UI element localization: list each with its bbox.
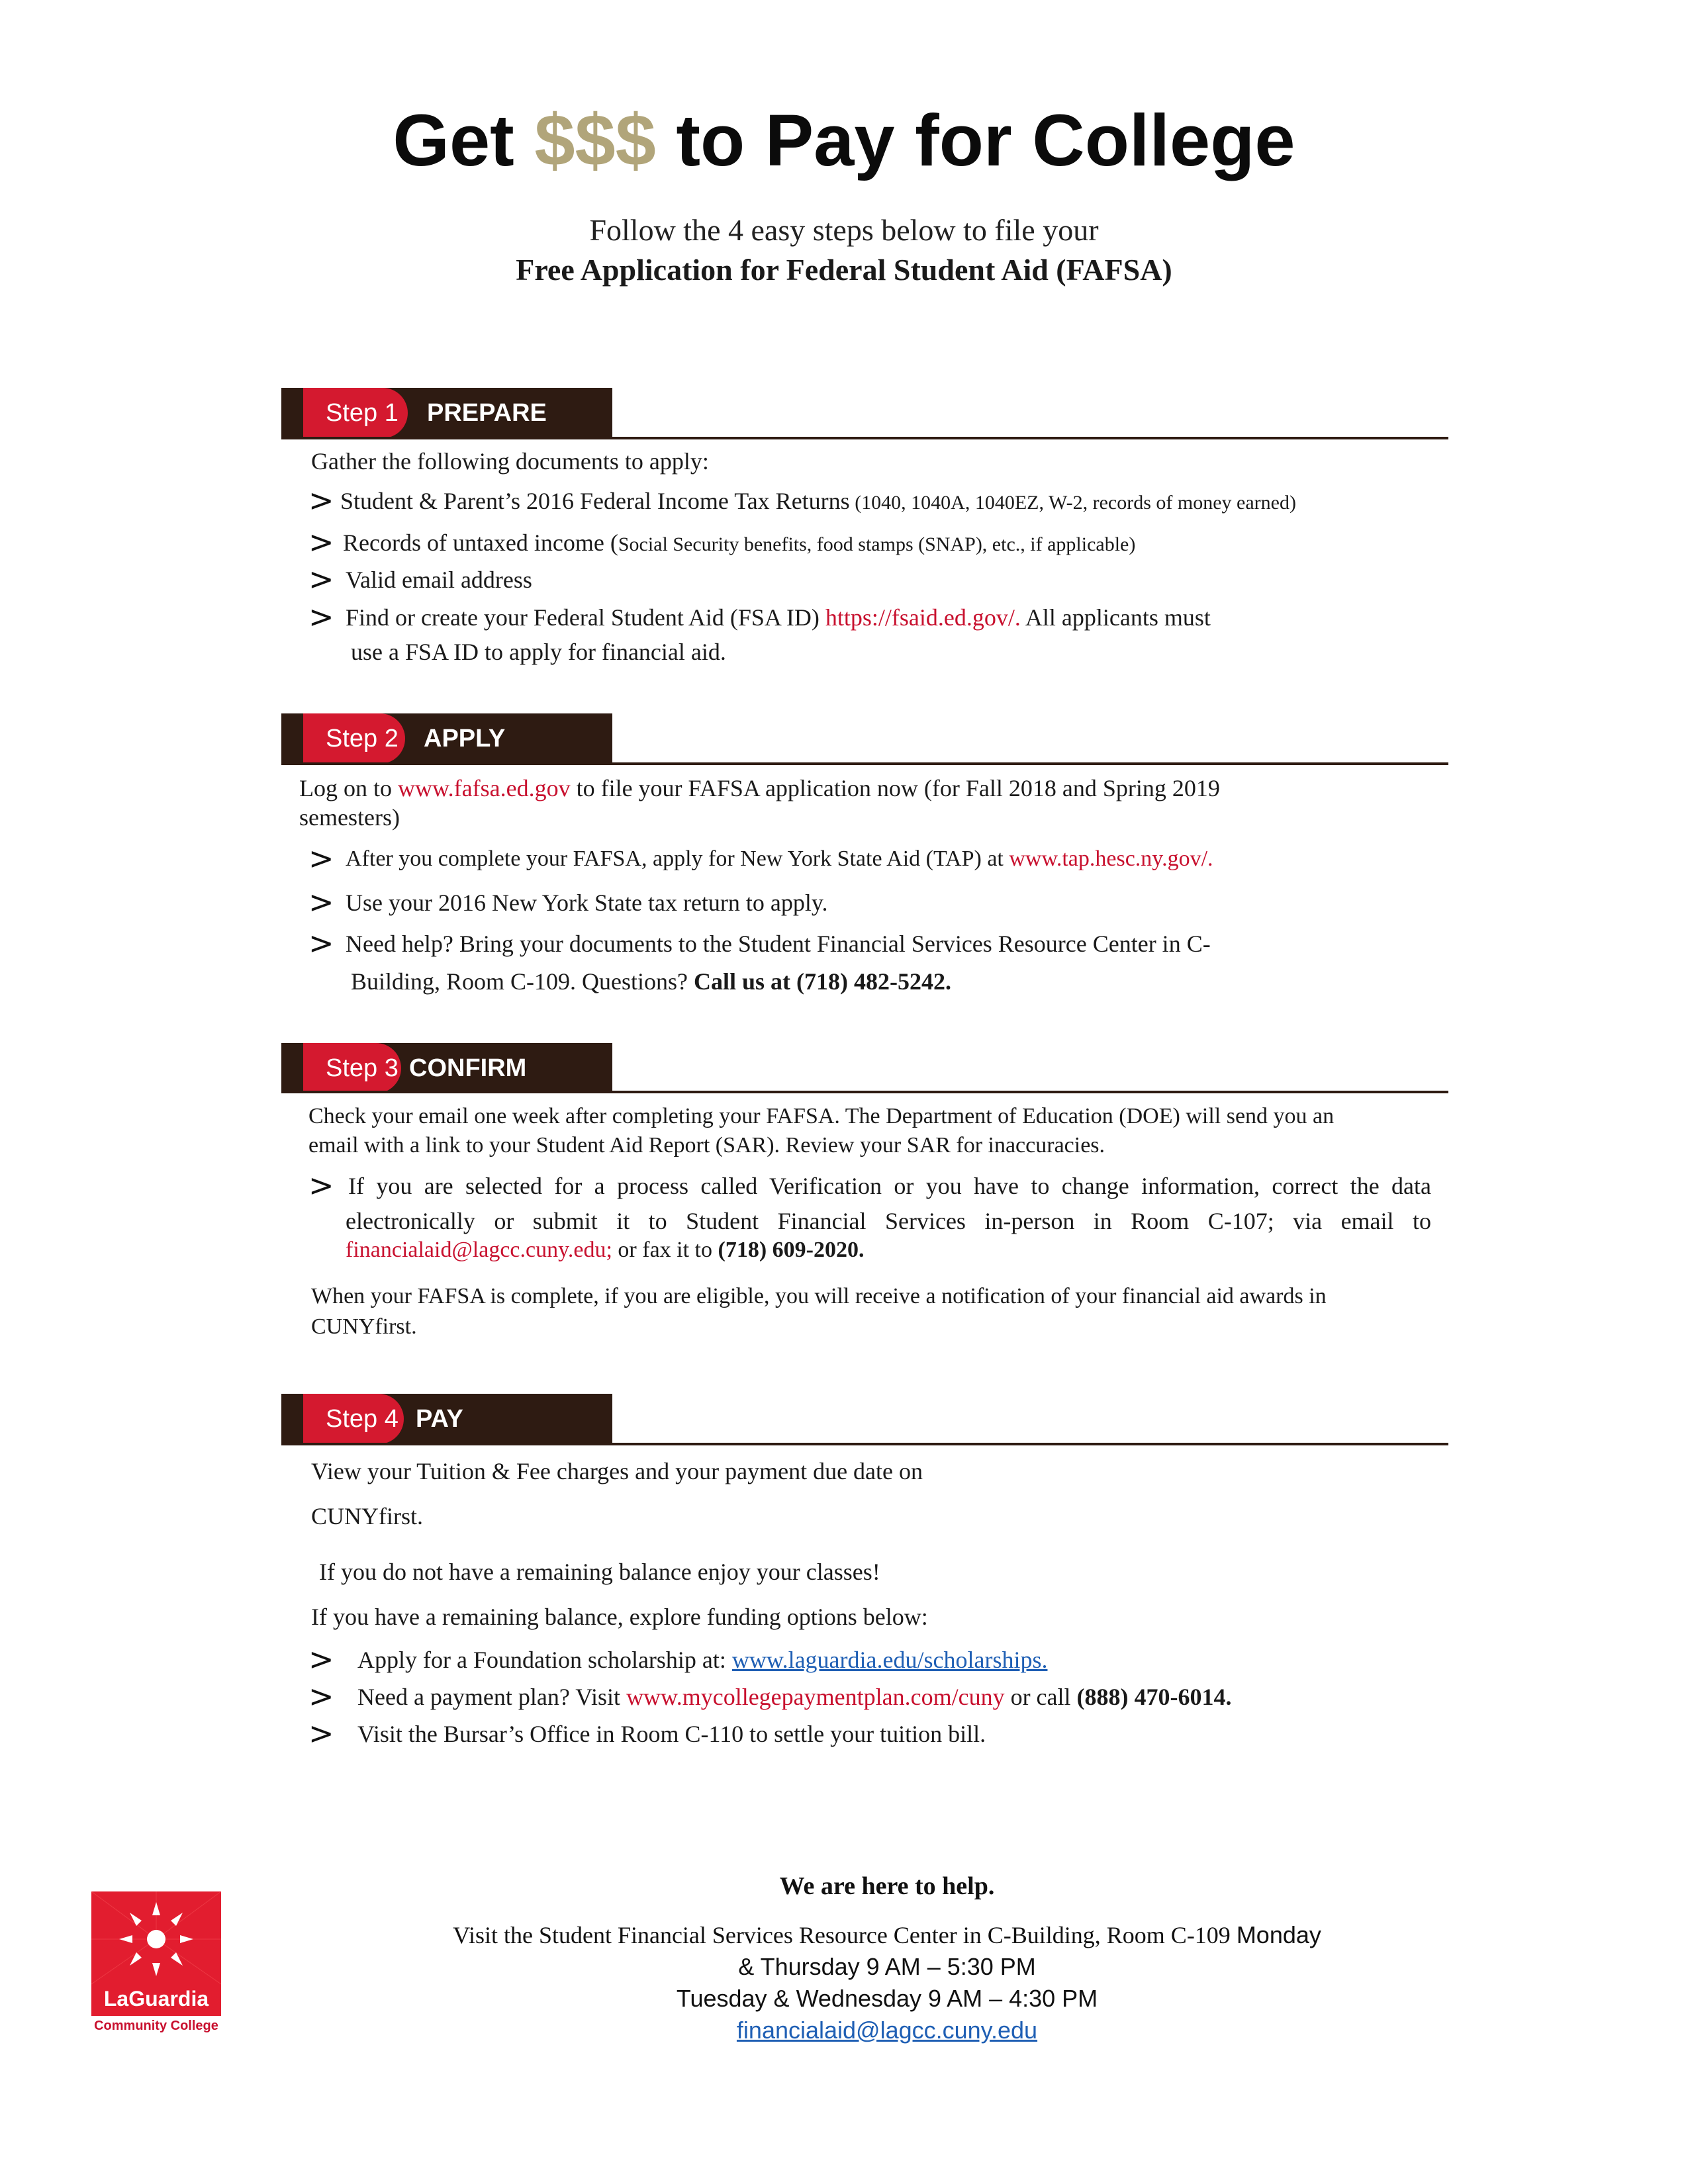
step1-bullet4-line2: use a FSA ID to apply for financial aid. [351,639,726,665]
step4-line3: If you do not have a remaining balance enjoy your classes! [319,1559,880,1585]
chevron-right-icon: > [308,841,334,876]
step4-bullet1-text: Apply for a Foundation scholarship at: [357,1647,732,1673]
step2-title: APPLY [424,725,506,752]
step2-bullet1-text: After you complete your FAFSA, apply for New York State Aid (TAP) at [346,846,1009,871]
step3-rule [281,1091,1448,1093]
fafsa-link[interactable]: www.fafsa.ed.gov [398,775,571,801]
step1-bullet2-note: Social Security benefits, food stamps (SNAP), etc., if applicable) [618,533,1136,555]
chevron-right-icon: > [308,1641,334,1677]
step4-line1: View your Tuition & Fee charges and your payment due date on [311,1458,923,1484]
step2-bullet2: Use your 2016 New York State tax return to apply. [346,889,828,916]
phone-number: Call us at (718) 482-5242. [694,968,952,995]
step3-tag: Step 3 [303,1043,401,1093]
step4-title: PAY [416,1405,463,1433]
footer-email-row [371,2015,1403,2046]
step3-closing-line2: CUNYfirst. [311,1314,417,1339]
scholarships-link[interactable]: www.laguardia.edu/scholarships. [731,1647,1048,1673]
step2-intro-text: Log on to [299,775,398,801]
step1-bullet1-text: Student & Parent’s 2016 Federal Income Tax Returns [340,488,850,514]
step1-bullet4-text: Find or create your Federal Student Aid (FSA ID) [346,604,825,631]
page-title [0,98,1688,184]
fsaid-link[interactable]: https://fsaid.ed.gov/. [825,604,1021,631]
chevron-right-icon: > [308,1167,334,1203]
step1-bullet2-text: Records of untaxed income ( [343,529,618,556]
step1-bullet4 [346,602,1211,633]
footer-line2: & Thursday 9 AM – 5:30 PM [738,1953,1036,1980]
step4-bullet2-text: Need a payment plan? Visit [357,1684,627,1710]
chevron-right-icon: > [308,1715,334,1751]
logo-subtitle: Community College [94,2019,218,2033]
step4-bullet2-mid: or call [1004,1684,1077,1710]
step1-bullet1-note: (1040, 1040A, 1040EZ, W-2, records of money earned) [849,492,1296,514]
step3-intro-line1: Check your email one week after completing your FAFSA. The Department of Education (DOE) will send you an [308,1104,1335,1128]
step3-intro-line2: email with a link to your Student Aid Report (SAR). Review your SAR for inaccuracies. [308,1133,1105,1158]
subtitle-line2: Free Application for Federal Student Aid (FAFSA) [516,253,1172,287]
step4-bullet3: Visit the Bursar’s Office in Room C-110 to settle your tuition bill. [357,1721,986,1747]
title-money: $$$ [534,100,656,181]
footer-line3: Tuesday & Wednesday 9 AM – 4:30 PM [676,1985,1098,2012]
footer-line1-day: Monday [1236,1921,1321,1948]
step2-tag: Step 2 [303,713,405,764]
step1-bullet1 [340,486,1296,518]
fax-number: (718) 609-2020. [718,1238,865,1262]
logo-name: LaGuardia [103,1987,209,2011]
step1-tag: Step 1 [303,388,408,438]
footer-email-link[interactable]: financialaid@lagcc.cuny.edu [736,2017,1038,2044]
step2-bullet1 [346,844,1213,874]
title-suffix: to Pay for College [655,100,1295,181]
footer-line1-text: Visit the Student Financial Services Resource Center in C-Building, Room C-109 [453,1922,1237,1948]
footer-line1 [371,1919,1403,1951]
step3-bullet1-line1: If you are selected for a process called Verification or you have to change information, correct the data [348,1173,1431,1199]
step4-bullet1 [357,1645,1047,1675]
step1-title: PREPARE [427,399,547,427]
step2-intro [299,773,1220,803]
step2-bullet3: Need help? Bring your documents to the Student Financial Services Resource Center in C- [346,931,1211,957]
laguardia-logo [91,1891,221,2016]
footer-help: We are here to help. [779,1872,995,1900]
step4-line4: If you have a remaining balance, explore funding options below: [311,1604,928,1630]
subtitle-line1: Follow the 4 easy steps below to file your [589,213,1099,247]
step2-rule [281,762,1448,765]
chevron-right-icon: > [308,482,334,518]
chevron-right-icon: > [308,884,334,920]
step2-intro-tail: to file your FAFSA application now (for Fall 2018 and Spring 2019 [570,775,1220,801]
step3-bullet1-line2: electronically or submit it to Student Financial Services in-person in Room C-107; via email to [346,1208,1431,1234]
step1-bullet4-tail: All applicants must [1020,604,1211,631]
financialaid-email-link[interactable]: financialaid@lagcc.cuny.edu; [346,1238,612,1262]
chevron-right-icon: > [308,599,334,635]
title-prefix: Get [393,100,535,181]
step1-intro: Gather the following documents to apply: [311,448,709,475]
chevron-right-icon: > [308,1678,334,1714]
step3-fax-label: or fax it to [612,1238,718,1262]
chevron-right-icon: > [308,524,334,560]
step2-bullet3-line2 [351,966,951,997]
step2-intro-line2: semesters) [299,804,400,831]
step3-title: CONFIRM [409,1054,527,1082]
payment-plan-phone: (888) 470-6014. [1076,1684,1232,1710]
chevron-right-icon: > [308,561,334,597]
step1-bullet2 [343,527,1135,560]
step4-tag: Step 4 [303,1394,404,1444]
step4-bullet2 [357,1682,1231,1712]
step4-rule [281,1443,1448,1445]
tap-link[interactable]: www.tap.hesc.ny.gov/. [1009,846,1213,871]
step2-bullet3-text: Building, Room C-109. Questions? [351,968,694,995]
payment-plan-link[interactable]: www.mycollegepaymentplan.com/cuny [626,1684,1005,1710]
step1-bullet3: Valid email address [346,567,532,593]
step1-rule [281,437,1448,439]
step4-line2: CUNYfirst. [311,1503,423,1529]
step3-bullet1-line3 [346,1235,864,1265]
step3-closing-line1: When your FAFSA is complete, if you are eligible, you will receive a notification of your financial aid awards in [311,1284,1327,1308]
chevron-right-icon: > [308,925,334,961]
